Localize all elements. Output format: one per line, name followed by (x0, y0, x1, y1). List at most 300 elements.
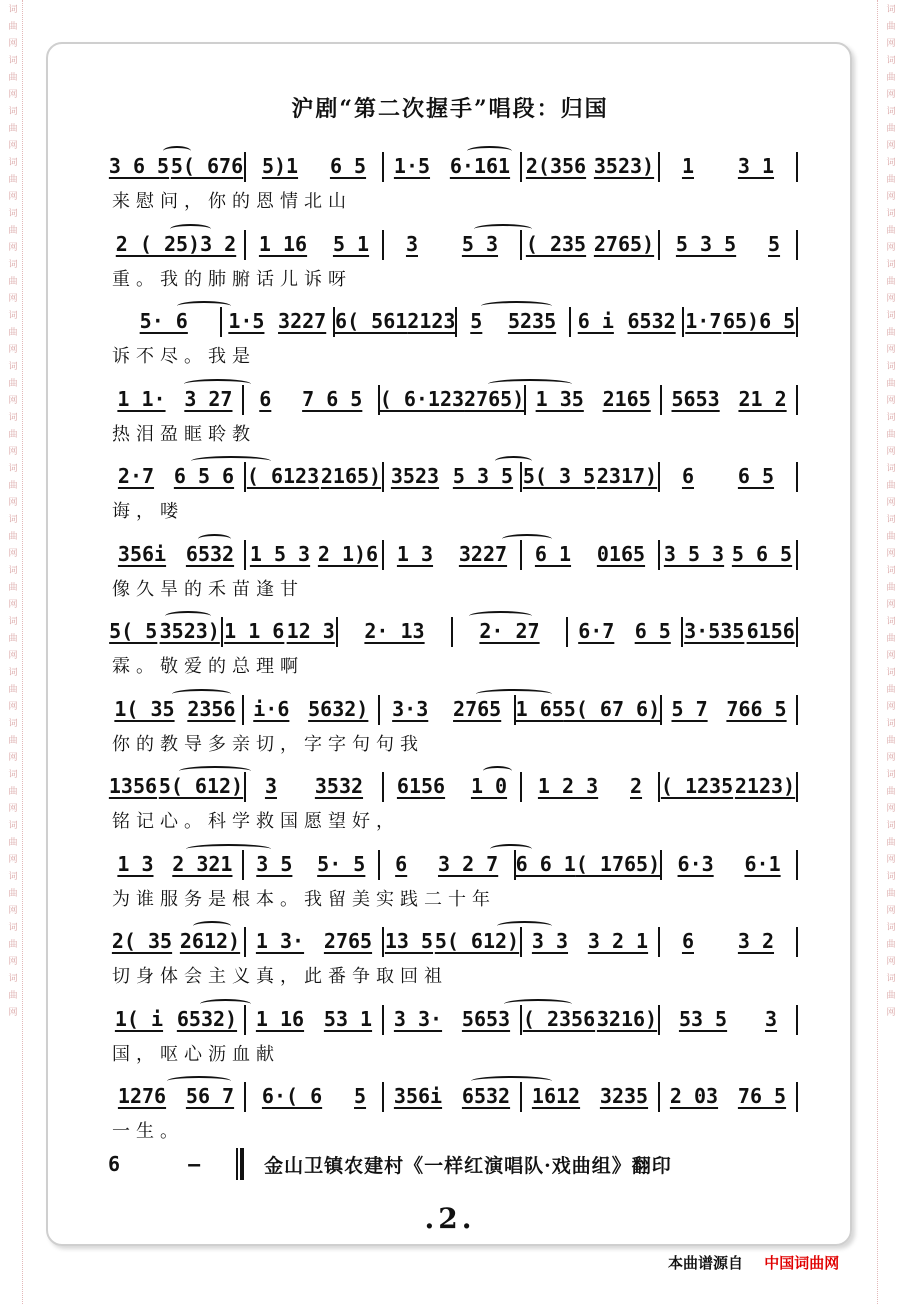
note-group: 3 1 (737, 154, 775, 178)
note-group: 65)6 5 (722, 309, 796, 333)
note-group: ( 235 (525, 231, 587, 256)
lyrics-line: 诉不尽。我是 (112, 346, 256, 367)
watermark-char: 曲 (884, 123, 895, 132)
watermark-char: 网 (884, 548, 895, 557)
slur-mark (476, 689, 552, 699)
watermark-char: 网 (884, 956, 895, 965)
watermark-char: 曲 (884, 888, 895, 897)
watermark-char: 网 (884, 191, 895, 200)
watermark-char: 曲 (884, 990, 895, 999)
lyrics-line: 霖。敬爱的总理啊 (112, 656, 304, 677)
slur-mark (165, 611, 211, 621)
measure (660, 150, 796, 178)
note-group: 6532 (185, 541, 235, 566)
note-group: 6 1 (534, 541, 572, 566)
watermark-char: 网 (6, 752, 17, 761)
measure (384, 538, 520, 566)
note-group: 2765 (323, 929, 373, 953)
slur-mark (474, 224, 532, 234)
watermark-char: 网 (6, 497, 17, 506)
watermark-char: 曲 (6, 480, 17, 489)
measure (684, 305, 796, 333)
slur-mark (191, 456, 271, 466)
note-group: 5 3 5 (452, 464, 514, 488)
note-group: 6 i (577, 309, 614, 333)
note-group: 766 5 (726, 696, 787, 721)
watermark-char: 网 (6, 89, 17, 98)
note-group: 5)1 (261, 154, 299, 178)
watermark-char: 网 (6, 854, 17, 863)
ending-line (108, 1148, 848, 1180)
measure (246, 538, 382, 566)
barline (796, 1005, 798, 1035)
note-group: 5 3 (461, 231, 499, 256)
watermark-char: 网 (884, 242, 895, 251)
note-group: 6156 (396, 774, 446, 798)
slur-mark (184, 379, 251, 389)
watermark-char: 词 (884, 820, 895, 829)
note-group: 1 16 (255, 1006, 305, 1031)
watermark-char: 网 (6, 803, 17, 812)
score-system (108, 1003, 798, 1081)
note-group: ( 1235 (660, 774, 734, 798)
watermark-char: 曲 (884, 225, 895, 234)
watermark-char: 词 (884, 463, 895, 472)
watermark-char: 曲 (884, 174, 895, 183)
watermark-char: 网 (6, 191, 17, 200)
notes-line (108, 228, 798, 264)
watermark-char: 网 (884, 752, 895, 761)
notes-line (108, 693, 798, 729)
slur-mark (167, 1076, 231, 1086)
measure (335, 305, 455, 333)
note-group: 5( 67 6) (563, 696, 661, 721)
watermark-char: 网 (6, 446, 17, 455)
note-group: 2123) (734, 774, 796, 798)
note-group: 3 (765, 1006, 778, 1031)
measure (662, 383, 796, 411)
measure (660, 1080, 796, 1108)
lyrics-line: 铭记心。科学救国愿望好， (112, 811, 400, 832)
note-group: 3 5 (256, 851, 293, 876)
note-group: ( 6123 (246, 464, 320, 488)
note-group: 5 1 (332, 231, 370, 256)
measure (522, 460, 658, 488)
notes-line (108, 460, 798, 496)
note-group: 6532 (627, 309, 676, 333)
watermark-char: 词 (884, 871, 895, 880)
note-group: 2( 35 (111, 929, 173, 953)
note-group: 21 2 (738, 386, 787, 411)
notes-line (108, 615, 798, 651)
note-group: 3235 (599, 1084, 649, 1108)
watermark-char: 词 (6, 4, 17, 13)
watermark-char: 网 (6, 293, 17, 302)
watermark-char: 曲 (884, 531, 895, 540)
watermark-char: 词 (6, 922, 17, 931)
watermark-char: 曲 (6, 939, 17, 948)
note-group: 1 2 3 (537, 774, 599, 798)
note-group: 5 (768, 231, 781, 256)
watermark-char: 网 (6, 650, 17, 659)
measure (246, 770, 382, 798)
credit-text: 金山卫镇农建村《一样红演唱队·戏曲组》翻印 (264, 1154, 672, 1177)
lyrics-line: 热泪盈眶聆教 (112, 423, 256, 445)
ending-notes: 6 – (108, 1152, 229, 1176)
watermark-char: 网 (6, 956, 17, 965)
measure (683, 615, 796, 643)
note-group: ( 6·123 (379, 386, 465, 411)
note-group: 3227 (458, 541, 508, 566)
note-group: 2· 13 (364, 619, 425, 643)
watermark-char: 网 (884, 395, 895, 404)
note-group: 1 (681, 154, 694, 178)
note-group: 2 ( 25)3 2 (115, 231, 237, 256)
score-system (108, 383, 798, 461)
watermark-char: 词 (884, 412, 895, 421)
note-group: 2 1)6 (317, 541, 379, 566)
slur-mark (471, 1076, 552, 1086)
watermark-char: 网 (6, 548, 17, 557)
notes-line (108, 305, 798, 341)
watermark-char: 曲 (884, 276, 895, 285)
note-group: 2123 (407, 309, 456, 333)
watermark-char: 网 (884, 89, 895, 98)
watermark-char: 网 (884, 803, 895, 812)
measure (222, 305, 334, 333)
slur-mark (481, 301, 552, 311)
score-system (108, 848, 798, 926)
note-group: 1 65 (515, 696, 564, 721)
watermark-char: 曲 (884, 378, 895, 387)
note-group: 1276 (117, 1084, 167, 1108)
note-group: ( 2356 (522, 1006, 596, 1031)
source-site-link[interactable]: 中国词曲网 (764, 1254, 840, 1272)
watermark-char: 词 (884, 769, 895, 778)
page-number: .2. (424, 1202, 476, 1235)
note-group: 3 2 1 (587, 929, 649, 953)
slur-mark (177, 301, 231, 311)
note-group: 2· 27 (479, 619, 540, 643)
note-group: 2765 (453, 696, 502, 721)
note-group: 1·5 (228, 309, 265, 333)
note-group: 3 (264, 774, 277, 798)
score-system (108, 150, 798, 228)
note-group: 6 5 (634, 619, 671, 643)
watermark-char: 曲 (884, 21, 895, 30)
watermark-char: 曲 (6, 378, 17, 387)
watermark-char: 曲 (884, 327, 895, 336)
note-group: 1 1 6 (224, 619, 285, 643)
note-group: 3·535 (684, 619, 745, 643)
watermark-char: 网 (6, 344, 17, 353)
watermark-char: 词 (884, 259, 895, 268)
note-group: 6·3 (677, 851, 714, 876)
measure (662, 693, 796, 721)
note-group: 3523 (390, 464, 440, 488)
score-system (108, 460, 798, 538)
watermark-char: 曲 (884, 786, 895, 795)
note-group: 3216) (596, 1006, 658, 1031)
measure (522, 150, 658, 178)
note-group: 2356 (187, 696, 236, 721)
watermark-char: 词 (6, 463, 17, 472)
measure (660, 770, 796, 798)
barline (796, 617, 798, 647)
barline (796, 772, 798, 802)
note-group: 7 6 5 (302, 386, 363, 411)
note-group: 13 5 (384, 929, 434, 953)
note-group: 3532 (314, 774, 364, 798)
lyrics-line: 国，呕心沥血献 (112, 1043, 280, 1065)
note-group: 5 (354, 1084, 367, 1108)
measure (246, 1003, 382, 1031)
watermark-char: 网 (884, 293, 895, 302)
watermark-char: 曲 (884, 72, 895, 81)
note-group: 5632) (308, 696, 369, 721)
watermark-char: 网 (884, 701, 895, 710)
watermark-char: 词 (884, 718, 895, 727)
watermark-char: 曲 (884, 633, 895, 642)
note-group: 356i (117, 541, 167, 566)
notes-line (108, 848, 798, 884)
note-group: 2765) (464, 386, 525, 411)
note-group: 6 (395, 851, 408, 876)
note-group: 1( 35 (114, 696, 175, 721)
note-group: 1·5 (393, 154, 431, 178)
note-group: 5( 676 (170, 154, 244, 178)
watermark-char: 曲 (6, 72, 17, 81)
lyrics-line: 一生。 (112, 1121, 184, 1142)
note-group: 53 1 (323, 1006, 373, 1031)
measure (522, 228, 658, 256)
watermark-char: 词 (6, 718, 17, 727)
slur-mark (200, 999, 251, 1009)
note-group: 6 (259, 386, 272, 411)
barline (796, 540, 798, 570)
watermark-char: 词 (6, 55, 17, 64)
lyrics-line: 重。我的肺腑话儿诉呀 (112, 268, 352, 290)
note-group: 56 7 (185, 1084, 235, 1108)
watermark-char: 词 (6, 259, 17, 268)
note-group: 3523) (159, 619, 220, 643)
watermark-char: 词 (6, 310, 17, 319)
note-group: 1 5 3 (249, 541, 311, 566)
slur-mark (467, 146, 512, 156)
note-group: 5235 (507, 309, 557, 333)
watermark-char: 网 (6, 701, 17, 710)
slur-mark (193, 921, 231, 931)
note-group: 5653 (461, 1006, 511, 1031)
barline (796, 1082, 798, 1112)
note-group: 5653 (671, 386, 720, 411)
barline (796, 927, 798, 957)
score (108, 150, 798, 1158)
note-group: 5· 6 (139, 309, 188, 333)
slur-mark (179, 766, 251, 776)
note-group: 2165) (320, 464, 382, 488)
barline (796, 850, 798, 880)
note-group: 76 5 (737, 1084, 787, 1108)
watermark-char: 词 (6, 871, 17, 880)
note-group: 3227 (278, 309, 327, 333)
note-group: 6532 (461, 1084, 511, 1108)
measure (660, 538, 796, 566)
measure (660, 1003, 796, 1031)
watermark-char: 曲 (884, 837, 895, 846)
lyrics-line: 你的教导多亲切，字字句句我 (112, 733, 424, 755)
measure (662, 848, 796, 876)
note-group: 1612 (531, 1084, 581, 1108)
note-group: i·6 (253, 696, 290, 721)
watermark-char: 曲 (6, 735, 17, 744)
measure (660, 925, 796, 953)
watermark-char: 网 (6, 38, 17, 47)
note-group: 5( 5 (109, 619, 158, 643)
page-title: 沪剧“第二次握手”唱段：归国 (291, 96, 609, 122)
watermark-char: 词 (884, 922, 895, 931)
note-group: 3 (405, 231, 418, 256)
watermark-char: 词 (6, 361, 17, 370)
slur-mark (172, 689, 231, 699)
watermark-char: 曲 (6, 888, 17, 897)
watermark-char: 词 (6, 208, 17, 217)
score-system (108, 228, 798, 306)
slur-mark (495, 456, 532, 466)
note-group: 53 5 (678, 1006, 728, 1031)
note-group: 3 3 (531, 929, 569, 953)
barline (796, 152, 798, 182)
watermark-char: 曲 (6, 990, 17, 999)
lyrics-line: 像久旱的禾苗逢甘 (112, 578, 304, 600)
note-group: 1 35 (535, 386, 584, 411)
notes-line (108, 538, 798, 574)
measure (384, 1003, 520, 1031)
watermark-char: 词 (6, 820, 17, 829)
score-system (108, 770, 798, 848)
watermark-char: 网 (884, 650, 895, 659)
watermark-char: 词 (6, 106, 17, 115)
watermark-char: 曲 (6, 21, 17, 30)
source-label: 本曲谱源自 (668, 1254, 744, 1272)
note-group: 6 5 (329, 154, 367, 178)
lyrics-line: 诲，喽 (112, 501, 184, 522)
watermark-char: 词 (884, 208, 895, 217)
measure (246, 228, 382, 256)
watermark-char: 曲 (6, 123, 17, 132)
watermark-char: 曲 (6, 276, 17, 285)
measure (223, 615, 336, 643)
note-group: 1·7 (685, 309, 722, 333)
slur-mark (170, 224, 211, 234)
lyrics-line: 切身体会主义真，此番争取回祖 (112, 966, 448, 987)
note-group: 3 2 7 (437, 851, 499, 876)
watermark-char: 曲 (6, 786, 17, 795)
watermark-char: 曲 (6, 225, 17, 234)
watermark-char: 网 (6, 140, 17, 149)
note-group: 3 6 5 (108, 154, 170, 178)
note-group: 6 (681, 464, 694, 488)
note-group: 0165 (596, 541, 646, 566)
score-system (108, 305, 798, 383)
barline (796, 695, 798, 725)
watermark-char: 曲 (884, 735, 895, 744)
watermark-char: 网 (884, 446, 895, 455)
watermark-char: 词 (884, 4, 895, 13)
note-group: 2765) (593, 231, 655, 256)
note-group: 2165 (602, 386, 651, 411)
measure (522, 770, 658, 798)
source-attribution (668, 1252, 839, 1273)
watermark-char: 网 (884, 905, 895, 914)
measure (246, 150, 382, 178)
barline (796, 385, 798, 415)
note-group: 1 1· (117, 386, 166, 411)
watermark-char: 曲 (6, 531, 17, 540)
note-group: 6·1 (744, 851, 781, 876)
note-group: 12 3 (286, 619, 335, 643)
watermark-char: 词 (6, 973, 17, 982)
note-group: 1 3 (396, 541, 434, 566)
notes-line (108, 150, 798, 186)
measure (516, 848, 661, 876)
note-group: 6( 561 (335, 309, 408, 333)
note-group: 3 27 (184, 386, 233, 411)
lyrics-line: 来慰问，你的恩情北山 (112, 191, 352, 212)
note-group: 2317) (596, 464, 658, 488)
watermark-char: 网 (884, 599, 895, 608)
watermark-char: 词 (6, 667, 17, 676)
watermark-char: 曲 (884, 582, 895, 591)
note-group: 2 321 (172, 851, 233, 876)
score-system (108, 693, 798, 771)
note-group: 3·3 (392, 696, 429, 721)
notes-line (108, 1080, 798, 1116)
note-group: 1 16 (258, 231, 308, 256)
note-group: 6156 (746, 619, 795, 643)
watermark-char: 网 (6, 395, 17, 404)
slur-mark (502, 534, 552, 544)
measure (244, 383, 378, 411)
slur-mark (497, 921, 552, 931)
barline (796, 307, 798, 337)
slur-mark (483, 766, 512, 776)
watermark-char: 网 (884, 1007, 895, 1016)
watermark-char: 网 (884, 140, 895, 149)
note-group: 3 2 (737, 929, 775, 953)
score-system (108, 615, 798, 693)
watermark-char: 词 (884, 55, 895, 64)
note-group: 3 5 3 (663, 541, 725, 566)
note-group: 1 0 (470, 774, 508, 798)
note-group: 6532) (176, 1006, 238, 1031)
note-group: 6·( 6 (261, 1084, 323, 1108)
watermark-char: 词 (884, 973, 895, 982)
left-watermark-strip (0, 0, 23, 1304)
watermark-char: 网 (6, 1007, 17, 1016)
measure (660, 460, 796, 488)
slur-mark (490, 844, 532, 854)
slur-mark (163, 146, 191, 156)
watermark-char: 网 (884, 497, 895, 506)
watermark-char: 曲 (6, 327, 17, 336)
barline (796, 462, 798, 492)
note-group: 2(356 (525, 154, 587, 178)
watermark-char: 词 (6, 769, 17, 778)
note-group: 6·161 (449, 154, 511, 178)
note-group: 2 (630, 774, 643, 798)
note-group: 356i (393, 1084, 443, 1108)
